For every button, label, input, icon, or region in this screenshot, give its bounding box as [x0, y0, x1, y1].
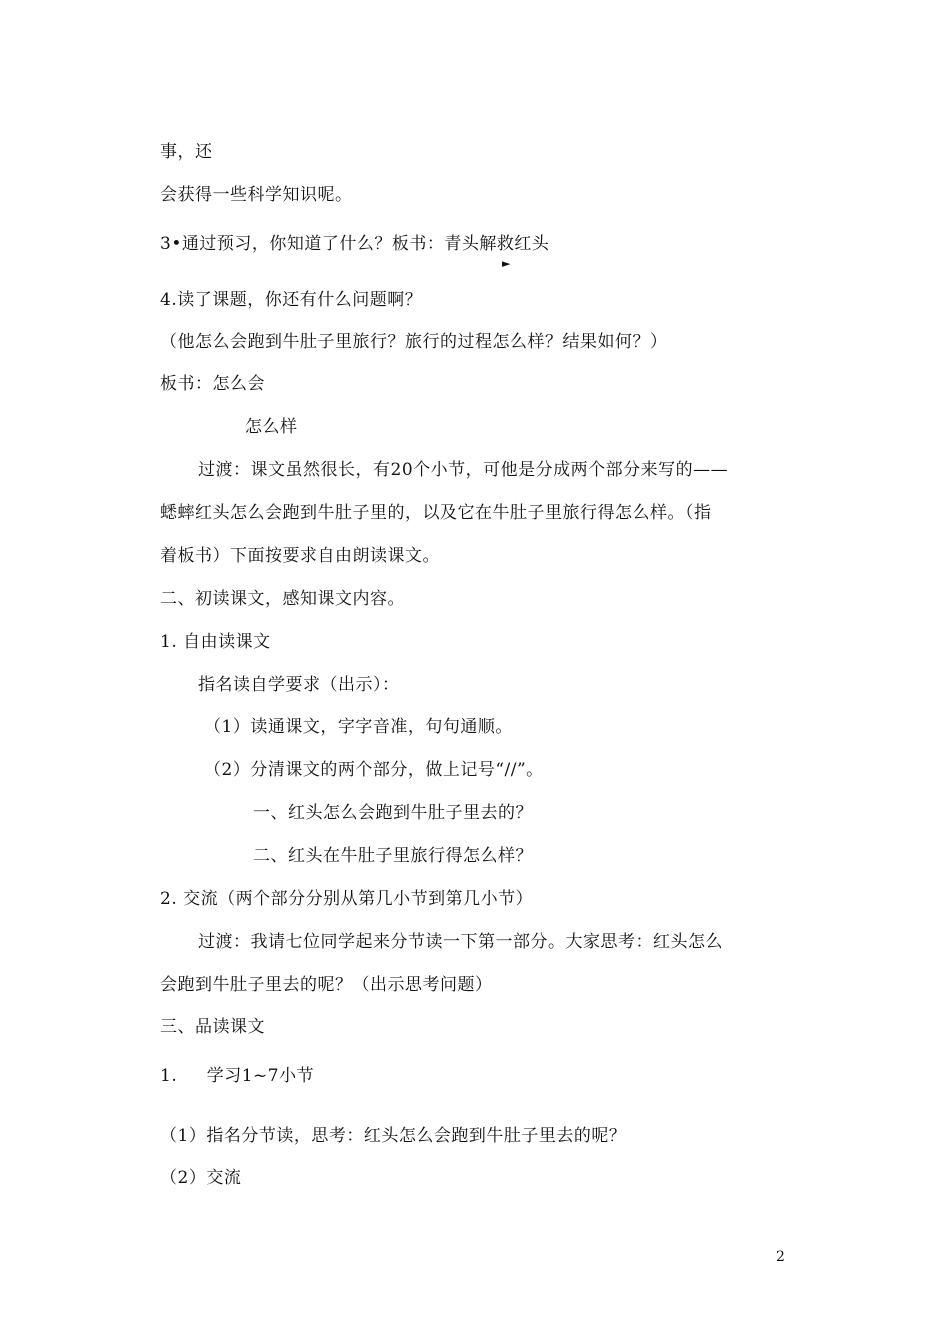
text-line: 过渡：我请七位同学起来分节读一下第一部分。大家思考：红头怎么 — [198, 932, 723, 952]
text-line: 3•通过预习，你知道了什么？板书：青头解救红头 — [160, 234, 550, 254]
text-line: 4.读了课题，你还有什么问题啊？ — [160, 290, 423, 310]
text-line: （他怎么会跑到牛肚子里旅行？旅行的过程怎么样？结果如何？） — [160, 332, 668, 352]
text-line: （1）指名分节读，思考：红头怎么会跑到牛肚子里去的呢？ — [160, 1126, 627, 1146]
page-number: 2 — [776, 1249, 785, 1265]
text-line: 会获得一些科学知识呢。 — [160, 185, 353, 205]
text-line: 2. 交流（两个部分分别从第几小节到第几小节） — [160, 889, 534, 909]
section-heading: 二、初读课文，感知课文内容。 — [160, 589, 405, 609]
text-line: 一、红头怎么会跑到牛肚子里去的？ — [253, 803, 533, 823]
text-line: （2）分清课文的两个部分，做上记号“//”。 — [204, 760, 544, 780]
text-line: 1. 学习1~7小节 — [160, 1066, 315, 1086]
text-line: 二、红头在牛肚子里旅行得怎么样？ — [253, 846, 533, 866]
text-line: 蟋蟀红头怎么会跑到牛肚子里的，以及它在牛肚子里旅行得怎么样。（指 — [160, 503, 712, 523]
text-line: 指名读自学要求（出示）： — [198, 675, 400, 695]
text-line: 1. 自由读课文 — [160, 632, 271, 652]
text-line: （1）读通课文，字字音准，句句通顺。 — [204, 717, 513, 737]
text-line: 着板书）下面按要求自由朗读课文。 — [160, 546, 440, 566]
text-line: 会跑到牛肚子里去的呢？（出示思考问题） — [160, 975, 493, 995]
text-line: 板书：怎么会 — [160, 374, 265, 394]
text-line: 怎么样 — [245, 417, 298, 437]
text-line: 过渡：课文虽然很长，有20个小节，可他是分成两个部分来写的—— — [198, 460, 729, 480]
section-heading: 三、品读课文 — [160, 1017, 265, 1037]
text-line: 事，还 — [160, 142, 213, 162]
text-line: （2）交流 — [160, 1168, 242, 1188]
arrow-marker-icon: ► — [502, 257, 511, 270]
